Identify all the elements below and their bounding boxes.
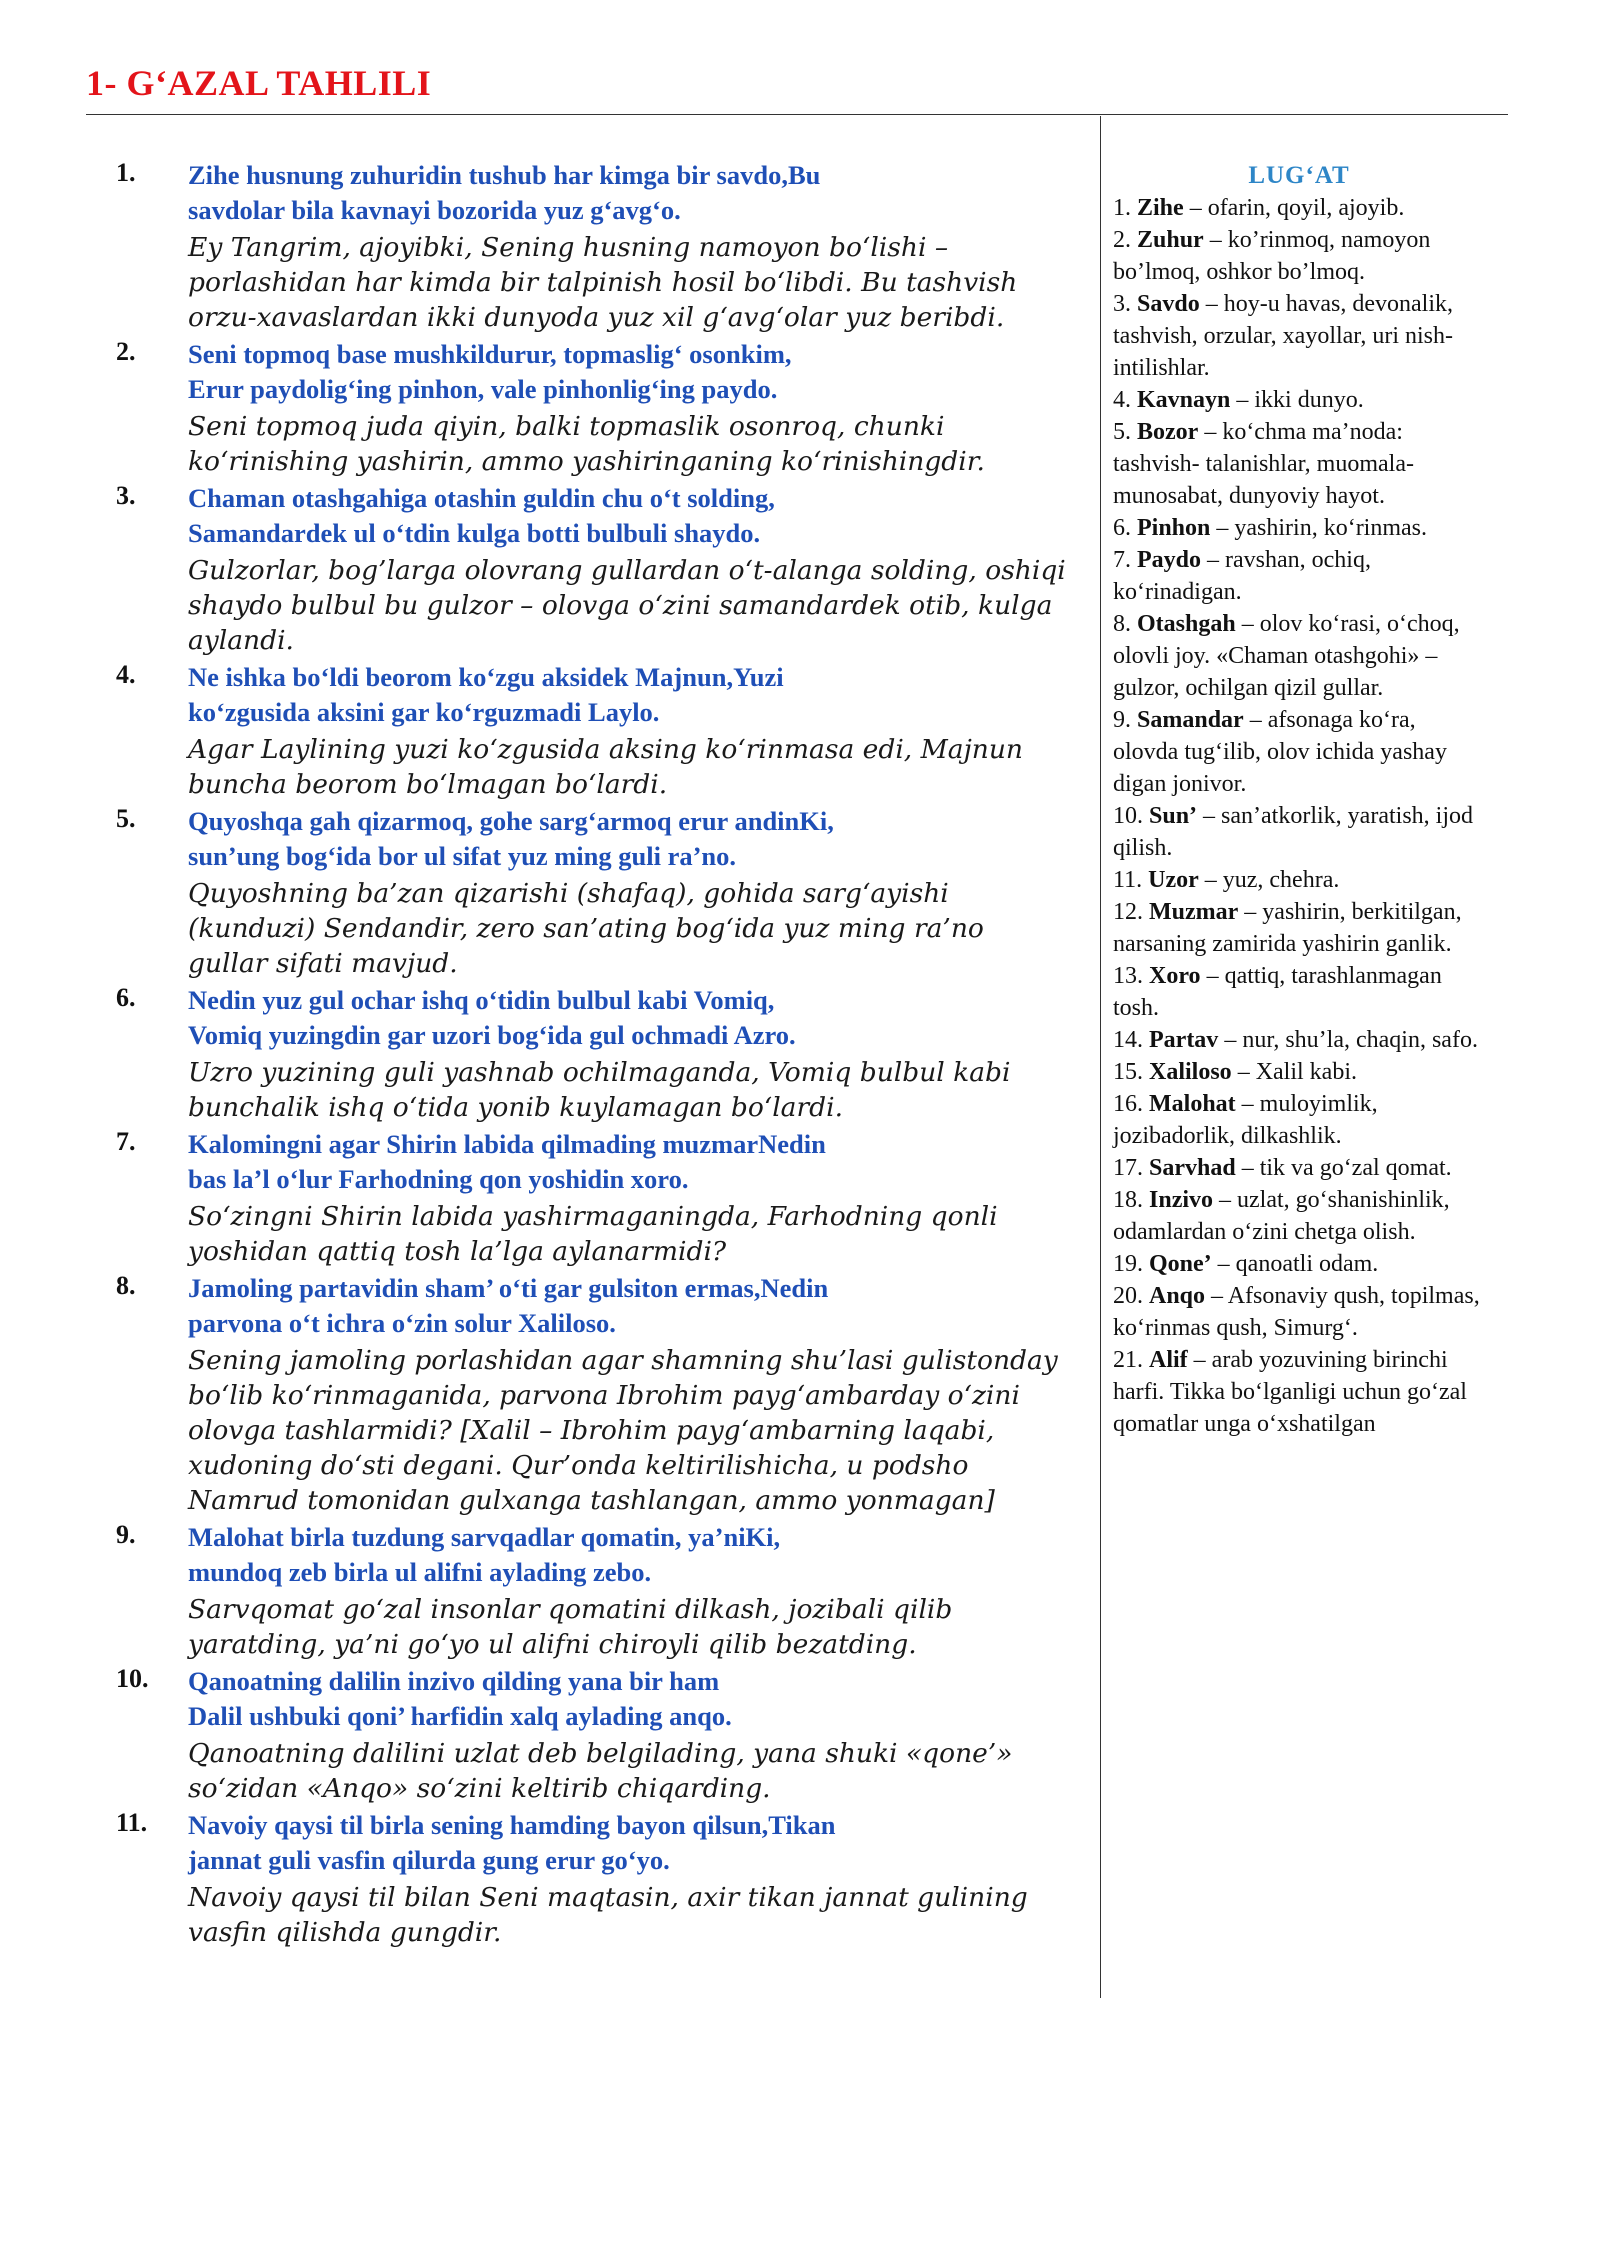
glossary-entry bbox=[1113, 1184, 1485, 1248]
glossary-definition: – ko’rinmoq, namoyon bo’lmoq, oshkor bo’lmoq. bbox=[1113, 227, 1431, 285]
glossary-number: 19. bbox=[1113, 1251, 1143, 1277]
glossary-word: Zihe bbox=[1137, 195, 1184, 221]
verse-number: 8. bbox=[116, 1271, 136, 1300]
glossary-entry bbox=[1113, 800, 1485, 864]
glossary-entry bbox=[1113, 1344, 1485, 1440]
verse-translation: Seni topmoq juda qiyin, balki topmaslik osonroq, chunki ko‘rinishing yashirin, ammo yashiringaning ko‘rinishingdir. bbox=[188, 411, 985, 477]
verse-translation: Gulzorlar, bog’larga olovrang gullardan o‘t-alanga solding, oshiqi shaydo bulbul bu gulzor – olovga o‘zini samandardek otib, kulga aylandi. bbox=[188, 555, 1066, 656]
glossary-word: Zuhur bbox=[1137, 227, 1204, 253]
verse-item bbox=[100, 1520, 1070, 1662]
verse-translation: Quyoshning ba’zan qizarishi (shafaq), gohida sarg‘ayishi (kunduzi) Sendandir, zero san’ating bog‘ida yuz ming ra’no gullar sifati mavjud. bbox=[188, 878, 984, 979]
glossary-definition: – yashirin, ko‘rinmas. bbox=[1210, 515, 1428, 541]
glossary-definition: – ofarin, qoyil, ajoyib. bbox=[1183, 195, 1405, 221]
verse-translation: Sening jamoling porlashidan agar shamning shu’lasi gulistonday bo‘lib ko‘rinmaganida, parvona Ibrohim payg‘ambarday o‘zini olovga tashlarmidi? [Xalil – Ibrohim payg‘ambarning laqabi, xudoning do‘sti degani. Qur’onda keltirilishicha, u podsho Namrud tomonidan gulxanga tashlangan, ammo yonmagan] bbox=[188, 1345, 1058, 1516]
glossary-number: 12. bbox=[1113, 899, 1143, 925]
glossary-word: Xoro bbox=[1149, 963, 1201, 989]
glossary-word: Alif bbox=[1149, 1347, 1188, 1373]
verse-line: parvona o‘t ichra o‘zin solur Xaliloso. bbox=[188, 1308, 616, 1338]
glossary-word: Otashgah bbox=[1137, 611, 1236, 637]
verse-line: Samandardek ul o‘tdin kulga botti bulbuli shaydo. bbox=[188, 518, 761, 548]
glossary-entry bbox=[1113, 288, 1485, 384]
glossary-number: 21. bbox=[1113, 1347, 1143, 1373]
glossary-word: Bozor bbox=[1137, 419, 1199, 445]
verse-line: Chaman otashgahiga otashin guldin chu o‘t solding, bbox=[188, 483, 775, 513]
glossary-entry bbox=[1113, 1056, 1485, 1088]
verse-item bbox=[100, 1127, 1070, 1269]
glossary-definition: – ravshan, ochiq, ko‘rinadigan. bbox=[1113, 547, 1371, 605]
glossary-definition: – tik va go‘zal qomat. bbox=[1235, 1155, 1452, 1181]
glossary-entries bbox=[1113, 192, 1485, 1440]
glossary-number: 6. bbox=[1113, 515, 1131, 541]
verse-line: mundoq zeb birla ul alifni aylading zebo. bbox=[188, 1557, 652, 1587]
verse-number: 2. bbox=[116, 337, 136, 366]
glossary-word: Paydo bbox=[1137, 547, 1202, 573]
verse-line: Quyoshqa gah qizarmoq, gohe sarg‘armoq erur andinKi, bbox=[188, 806, 834, 836]
verse-number: 11. bbox=[116, 1808, 148, 1837]
glossary-word: Pinhon bbox=[1137, 515, 1211, 541]
glossary-word: Kavnayn bbox=[1137, 387, 1231, 413]
glossary-definition: – yashirin, berkitilgan, narsaning zamirida yashirin ganlik. bbox=[1113, 899, 1462, 957]
glossary-entry bbox=[1113, 1152, 1485, 1184]
glossary-entry bbox=[1113, 512, 1485, 544]
glossary-word: Savdo bbox=[1137, 291, 1200, 317]
glossary-number: 9. bbox=[1113, 707, 1131, 733]
verse-line: Dalil ushbuki qoni’ harfidin xalq aylading anqo. bbox=[188, 1701, 732, 1731]
verse-number: 9. bbox=[116, 1520, 136, 1549]
glossary-number: 11. bbox=[1113, 867, 1143, 893]
verse-line: Qanoatning dalilin inzivo qilding yana bir ham bbox=[188, 1666, 720, 1696]
glossary-number: 2. bbox=[1113, 227, 1131, 253]
glossary-entry bbox=[1113, 416, 1485, 512]
glossary-definition: – nur, shu’la, chaqin, safo. bbox=[1218, 1027, 1478, 1053]
verse-item bbox=[100, 337, 1070, 479]
verse-number: 6. bbox=[116, 983, 136, 1012]
verse-number: 4. bbox=[116, 660, 136, 689]
glossary-title: LUG‘AT bbox=[1248, 162, 1350, 189]
glossary-number: 1. bbox=[1113, 195, 1131, 221]
verse-line: ko‘zgusida aksini gar ko‘rguzmadi Laylo. bbox=[188, 697, 660, 727]
page-title: 1- G‘AZAL TAHLILI bbox=[86, 63, 432, 103]
glossary-panel bbox=[1113, 160, 1485, 1440]
glossary-word: Malohat bbox=[1149, 1091, 1236, 1117]
verse-translation: Uzro yuzining guli yashnab ochilmaganda, Vomiq bulbul kabi bunchalik ishq o‘tida yonib kuylamagan bo‘lardi. bbox=[188, 1057, 1011, 1123]
glossary-definition: – qanoatli odam. bbox=[1211, 1251, 1379, 1277]
verse-translation: Navoiy qaysi til bilan Seni maqtasin, axir tikan jannat gulining vasfin qilishda gungdir. bbox=[188, 1882, 1028, 1948]
glossary-entry bbox=[1113, 704, 1485, 800]
verse-number: 1. bbox=[116, 158, 136, 187]
verse-line: Ne ishka bo‘ldi beorom ko‘zgu aksidek Majnun,Yuzi bbox=[188, 662, 784, 692]
glossary-entry bbox=[1113, 192, 1485, 224]
glossary-definition: – yuz, chehra. bbox=[1198, 867, 1340, 893]
verse-line: savdolar bila kavnayi bozorida yuz g‘avg‘o. bbox=[188, 195, 681, 225]
verse-item bbox=[100, 660, 1070, 802]
glossary-word: Xaliloso bbox=[1149, 1059, 1232, 1085]
verse-translation: Sarvqomat go‘zal insonlar qomatini dilkash, jozibali qilib yaratding, ya’ni go‘yo ul alifni chiroyli qilib bezatding. bbox=[188, 1594, 953, 1660]
title-divider bbox=[86, 114, 1508, 115]
verse-number: 7. bbox=[116, 1127, 136, 1156]
verse-line: Kalomingni agar Shirin labida qilmading muzmarNedin bbox=[188, 1129, 826, 1159]
glossary-number: 13. bbox=[1113, 963, 1143, 989]
glossary-word: Muzmar bbox=[1149, 899, 1239, 925]
verse-item bbox=[100, 804, 1070, 981]
verse-line: Seni topmoq base mushkildurur, topmaslig‘ osonkim, bbox=[188, 339, 792, 369]
glossary-word: Anqo bbox=[1149, 1283, 1206, 1309]
glossary-number: 7. bbox=[1113, 547, 1131, 573]
verse-number: 3. bbox=[116, 481, 136, 510]
verse-item bbox=[100, 158, 1070, 335]
verse-item bbox=[100, 481, 1070, 658]
glossary-word: Partav bbox=[1149, 1027, 1219, 1053]
glossary-entry bbox=[1113, 608, 1485, 704]
glossary-definition: – olov ko‘rasi, o‘choq, olovli joy. «Chaman otashgohi» – gulzor, ochilgan qizil gullar. bbox=[1113, 611, 1460, 701]
glossary-entry bbox=[1113, 224, 1485, 288]
verse-item bbox=[100, 983, 1070, 1125]
glossary-entry bbox=[1113, 1024, 1485, 1056]
glossary-number: 4. bbox=[1113, 387, 1131, 413]
verse-list bbox=[100, 158, 1070, 1952]
glossary-number: 15. bbox=[1113, 1059, 1143, 1085]
glossary-word: Qone’ bbox=[1149, 1251, 1212, 1277]
glossary-definition: – Afsonaviy qush, topilmas, ko‘rinmas qush, Simurg‘. bbox=[1113, 1283, 1480, 1341]
verse-item bbox=[100, 1808, 1070, 1950]
glossary-definition: – hoy-u havas, devonalik, tashvish, orzular, xayollar, uri nish-intilishlar. bbox=[1113, 291, 1453, 381]
glossary-definition: – uzlat, go‘shanishinlik, odamlardan o‘zini chetga olish. bbox=[1113, 1187, 1450, 1245]
verse-translation: Qanoatning dalilini uzlat deb belgilading, yana shuki «qone’» so‘zidan «Anqo» so‘zini keltirib chiqarding. bbox=[188, 1738, 1013, 1804]
glossary-number: 8. bbox=[1113, 611, 1131, 637]
glossary-entry bbox=[1113, 864, 1485, 896]
glossary-entry bbox=[1113, 960, 1485, 1024]
glossary-number: 20. bbox=[1113, 1283, 1143, 1309]
glossary-word: Sun’ bbox=[1149, 803, 1198, 829]
verse-line: Zihe husnung zuhuridin tushub har kimga bir savdo,Bu bbox=[188, 160, 821, 190]
verse-line: Nedin yuz gul ochar ishq o‘tidin bulbul kabi Vomiq, bbox=[188, 985, 775, 1015]
column-divider bbox=[1100, 116, 1101, 1998]
glossary-definition: – qattiq, tarashlanmagan tosh. bbox=[1113, 963, 1442, 1021]
glossary-definition: – ko‘chma ma’noda: tashvish- talanishlar, muomala- munosabat, dunyoviy hayot. bbox=[1113, 419, 1414, 509]
glossary-number: 17. bbox=[1113, 1155, 1143, 1181]
glossary-entry bbox=[1113, 896, 1485, 960]
glossary-definition: – arab yozuvining birinchi harfi. Tikka bo‘lganligi uchun go‘zal qomatlar unga o‘xshatilgan bbox=[1113, 1347, 1467, 1437]
verse-line: Jamoling partavidin sham’ o‘ti gar gulsiton ermas,Nedin bbox=[188, 1273, 829, 1303]
verse-translation: Ey Tangrim, ajoyibki, Sening husning namoyon bo‘lishi – porlashidan har kimda bir talpinish hosil bo‘libdi. Bu tashvish orzu-xavaslardan ikki dunyoda yuz xil g‘avg‘olar yuz beribdi. bbox=[188, 232, 1018, 333]
glossary-entry bbox=[1113, 1248, 1485, 1280]
verse-line: jannat guli vasfin qilurda gung erur go‘yo. bbox=[188, 1845, 670, 1875]
glossary-definition: – muloyimlik, jozibadorlik, dilkashlik. bbox=[1113, 1091, 1378, 1149]
glossary-definition: – afsonaga ko‘ra, olovda tug‘ilib, olov ichida yashay digan jonivor. bbox=[1113, 707, 1447, 797]
glossary-number: 10. bbox=[1113, 803, 1143, 829]
verse-line: Vomiq yuzingdin gar uzori bog‘ida gul ochmadi Azro. bbox=[188, 1020, 796, 1050]
glossary-word: Uzor bbox=[1148, 867, 1199, 893]
verse-line: sun’ung bog‘ida bor ul sifat yuz ming guli ra’no. bbox=[188, 841, 737, 871]
verse-line: Navoiy qaysi til birla sening hamding bayon qilsun,Tikan bbox=[188, 1810, 836, 1840]
glossary-word: Samandar bbox=[1137, 707, 1244, 733]
glossary-entry bbox=[1113, 544, 1485, 608]
verse-line: Erur paydolig‘ing pinhon, vale pinhonlig‘ing paydo. bbox=[188, 374, 778, 404]
glossary-number: 16. bbox=[1113, 1091, 1143, 1117]
verse-item bbox=[100, 1664, 1070, 1806]
glossary-word: Sarvhad bbox=[1149, 1155, 1236, 1181]
glossary-entry bbox=[1113, 1280, 1485, 1344]
glossary-definition: – san’atkorlik, yaratish, ijod qilish. bbox=[1113, 803, 1473, 861]
glossary-definition: – ikki dunyo. bbox=[1230, 387, 1364, 413]
verse-item bbox=[100, 1271, 1070, 1518]
verse-number: 10. bbox=[116, 1664, 149, 1693]
verse-translation: So‘zingni Shirin labida yashirmaganingda, Farhodning qonli yoshidan qattiq tosh la’lga aylanarmidi? bbox=[188, 1201, 998, 1267]
verse-line: Malohat birla tuzdung sarvqadlar qomatin, ya’niKi, bbox=[188, 1522, 781, 1552]
glossary-number: 5. bbox=[1113, 419, 1131, 445]
verse-line: bas la’l o‘lur Farhodning qon yoshidin xoro. bbox=[188, 1164, 689, 1194]
glossary-entry bbox=[1113, 1088, 1485, 1152]
glossary-word: Inzivo bbox=[1149, 1187, 1214, 1213]
verse-translation: Agar Laylining yuzi ko‘zgusida aksing ko‘rinmasa edi, Majnun buncha beorom bo‘lmagan bo‘lardi. bbox=[188, 734, 1023, 800]
glossary-definition: – Xalil kabi. bbox=[1231, 1059, 1357, 1085]
glossary-number: 14. bbox=[1113, 1027, 1143, 1053]
verse-number: 5. bbox=[116, 804, 136, 833]
glossary-entry bbox=[1113, 384, 1485, 416]
glossary-number: 18. bbox=[1113, 1187, 1143, 1213]
glossary-number: 3. bbox=[1113, 291, 1131, 317]
